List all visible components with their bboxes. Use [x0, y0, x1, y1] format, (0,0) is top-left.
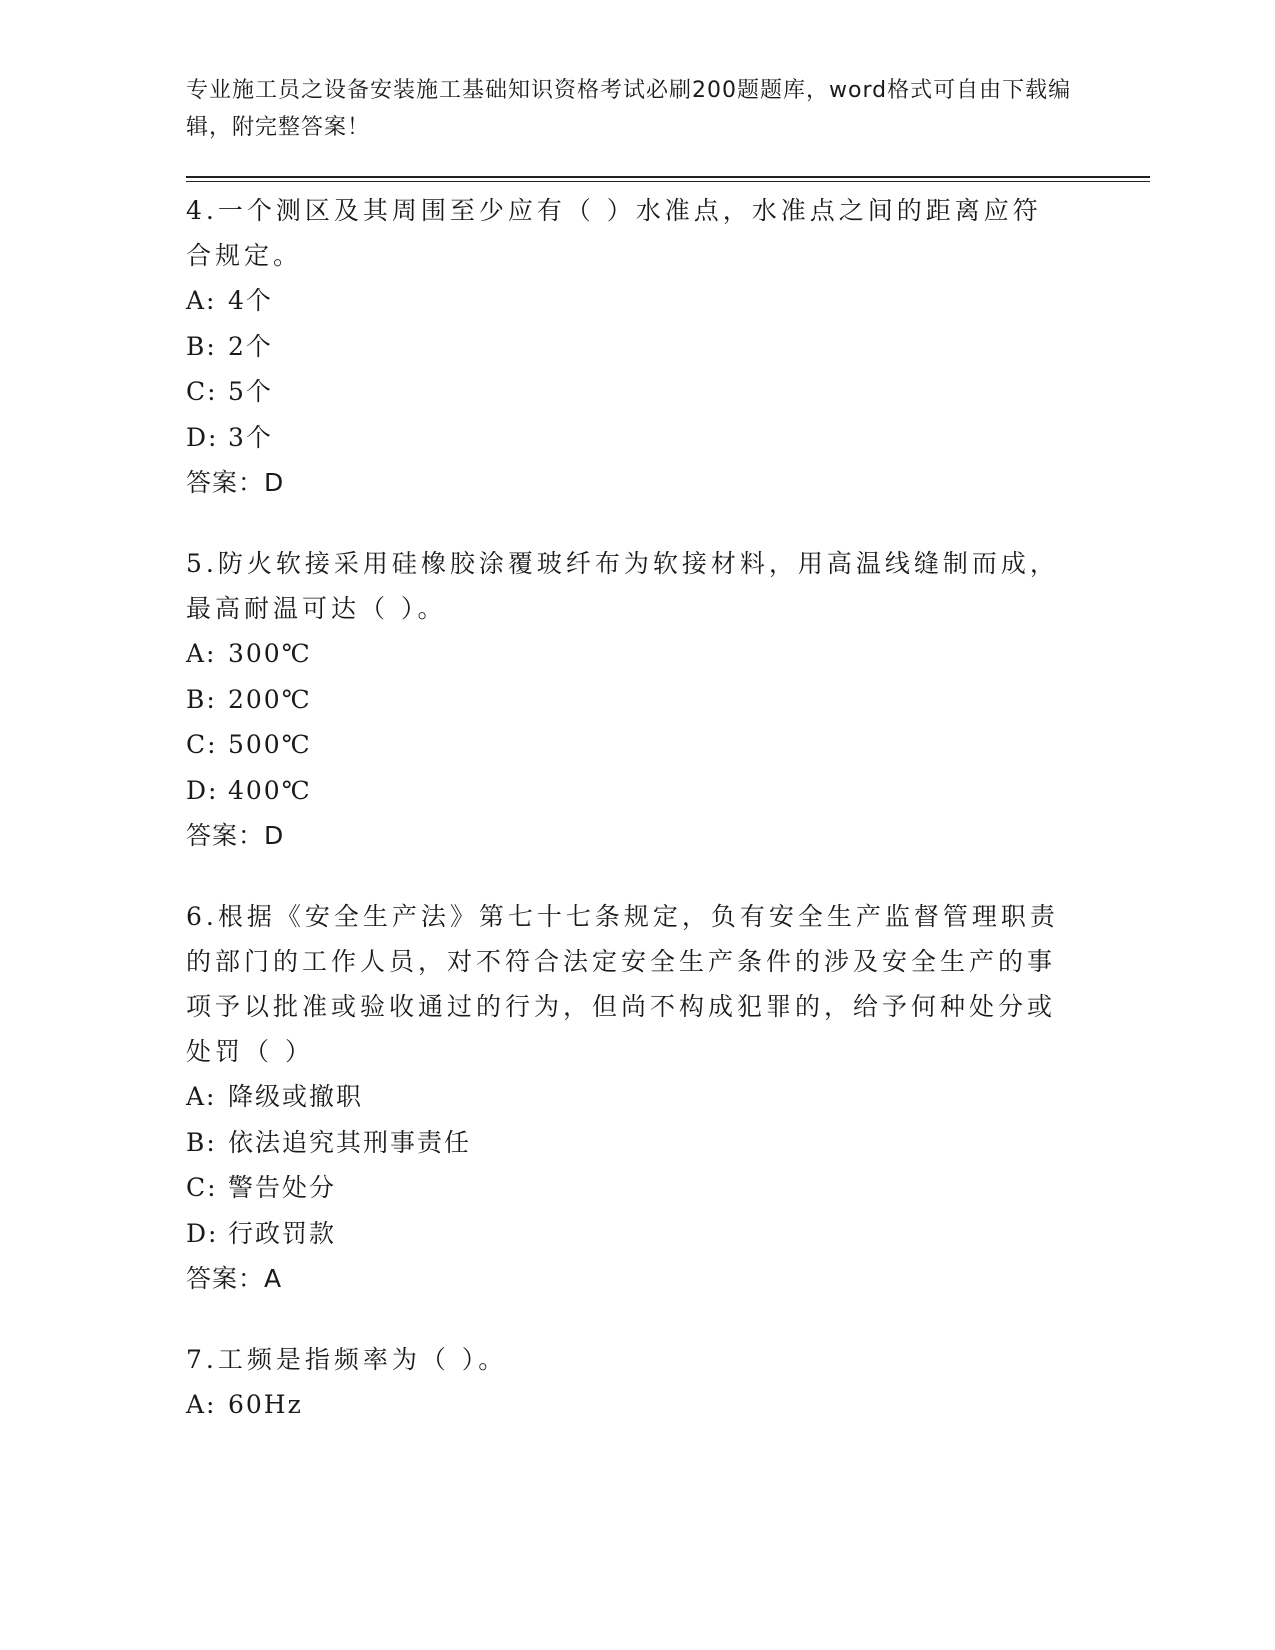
option-letter: C: [186, 377, 218, 406]
option-d [186, 1211, 1066, 1257]
question-text: 4.一个测区及其周围至少应有（ ）水准点，水准点之间的距离应符合规定。 [186, 196, 1042, 270]
question-text: 5.防火软接采用硅橡胶涂覆玻纤布为软接材料，用高温线缝制而成，最高耐温可达（ ）。 [186, 549, 1059, 623]
option-b [186, 677, 1066, 723]
option-text: 4个 [228, 286, 273, 315]
document-header: 专业施工员之设备安装施工基础知识资格考试必刷200题题库，word格式可自由下载编辑，附完整答案！ [186, 78, 1072, 140]
option-text: 200℃ [228, 684, 312, 714]
question-list [186, 188, 1066, 1464]
option-letter: D: [186, 1218, 219, 1248]
option-text: 降级或撤职 [228, 1082, 364, 1111]
question-text: 6.根据《安全生产法》第七十七条规定，负有安全生产监督管理职责的部门的工作人员，对不符合法定安全生产条件的涉及安全生产的事项予以批准或验收通过的行为，但尚不构成犯罪的，给予何种处分或处罚（ ） [186, 902, 1059, 1066]
option-text: 500℃ [228, 730, 312, 759]
option-c [186, 369, 1066, 415]
option-letter: D: [186, 775, 219, 805]
option-letter: A: [186, 286, 217, 315]
option-a [186, 1074, 1066, 1120]
option-b [186, 324, 1066, 370]
option-letter: A: [186, 639, 217, 668]
answer-line: 答案：A [186, 1264, 283, 1293]
question-4 [186, 188, 1066, 505]
option-text: 3个 [228, 422, 273, 452]
option-text: 依法追究其刑事责任 [228, 1127, 472, 1157]
option-letter: D: [186, 422, 219, 452]
answer-line: 答案：D [186, 821, 285, 850]
option-letter: C: [186, 1173, 218, 1202]
option-text: 400℃ [228, 775, 312, 805]
option-text: 2个 [228, 331, 273, 361]
option-text: 行政罚款 [228, 1218, 337, 1248]
option-a [186, 631, 1066, 677]
option-a [186, 1382, 1066, 1428]
option-c [186, 1165, 1066, 1211]
option-text: 60Hz [228, 1390, 303, 1419]
question-6 [186, 894, 1066, 1301]
option-b [186, 1120, 1066, 1166]
option-d [186, 768, 1066, 814]
question-text: 7.工频是指频率为（ ）。 [186, 1345, 508, 1374]
option-letter: B: [186, 331, 217, 361]
answer-line: 答案：D [186, 468, 285, 497]
header-divider-thin [186, 181, 1150, 182]
option-text: 警告处分 [228, 1173, 337, 1202]
option-letter: A: [186, 1082, 217, 1111]
option-d [186, 415, 1066, 461]
header-divider-thick [186, 176, 1150, 178]
option-text: 300℃ [228, 639, 312, 668]
question-5 [186, 541, 1066, 858]
question-7 [186, 1337, 1066, 1428]
option-letter: A: [186, 1390, 217, 1419]
option-c [186, 722, 1066, 768]
option-letter: B: [186, 684, 217, 714]
option-a [186, 278, 1066, 324]
option-letter: C: [186, 730, 218, 759]
option-letter: B: [186, 1127, 217, 1157]
option-text: 5个 [228, 377, 273, 406]
